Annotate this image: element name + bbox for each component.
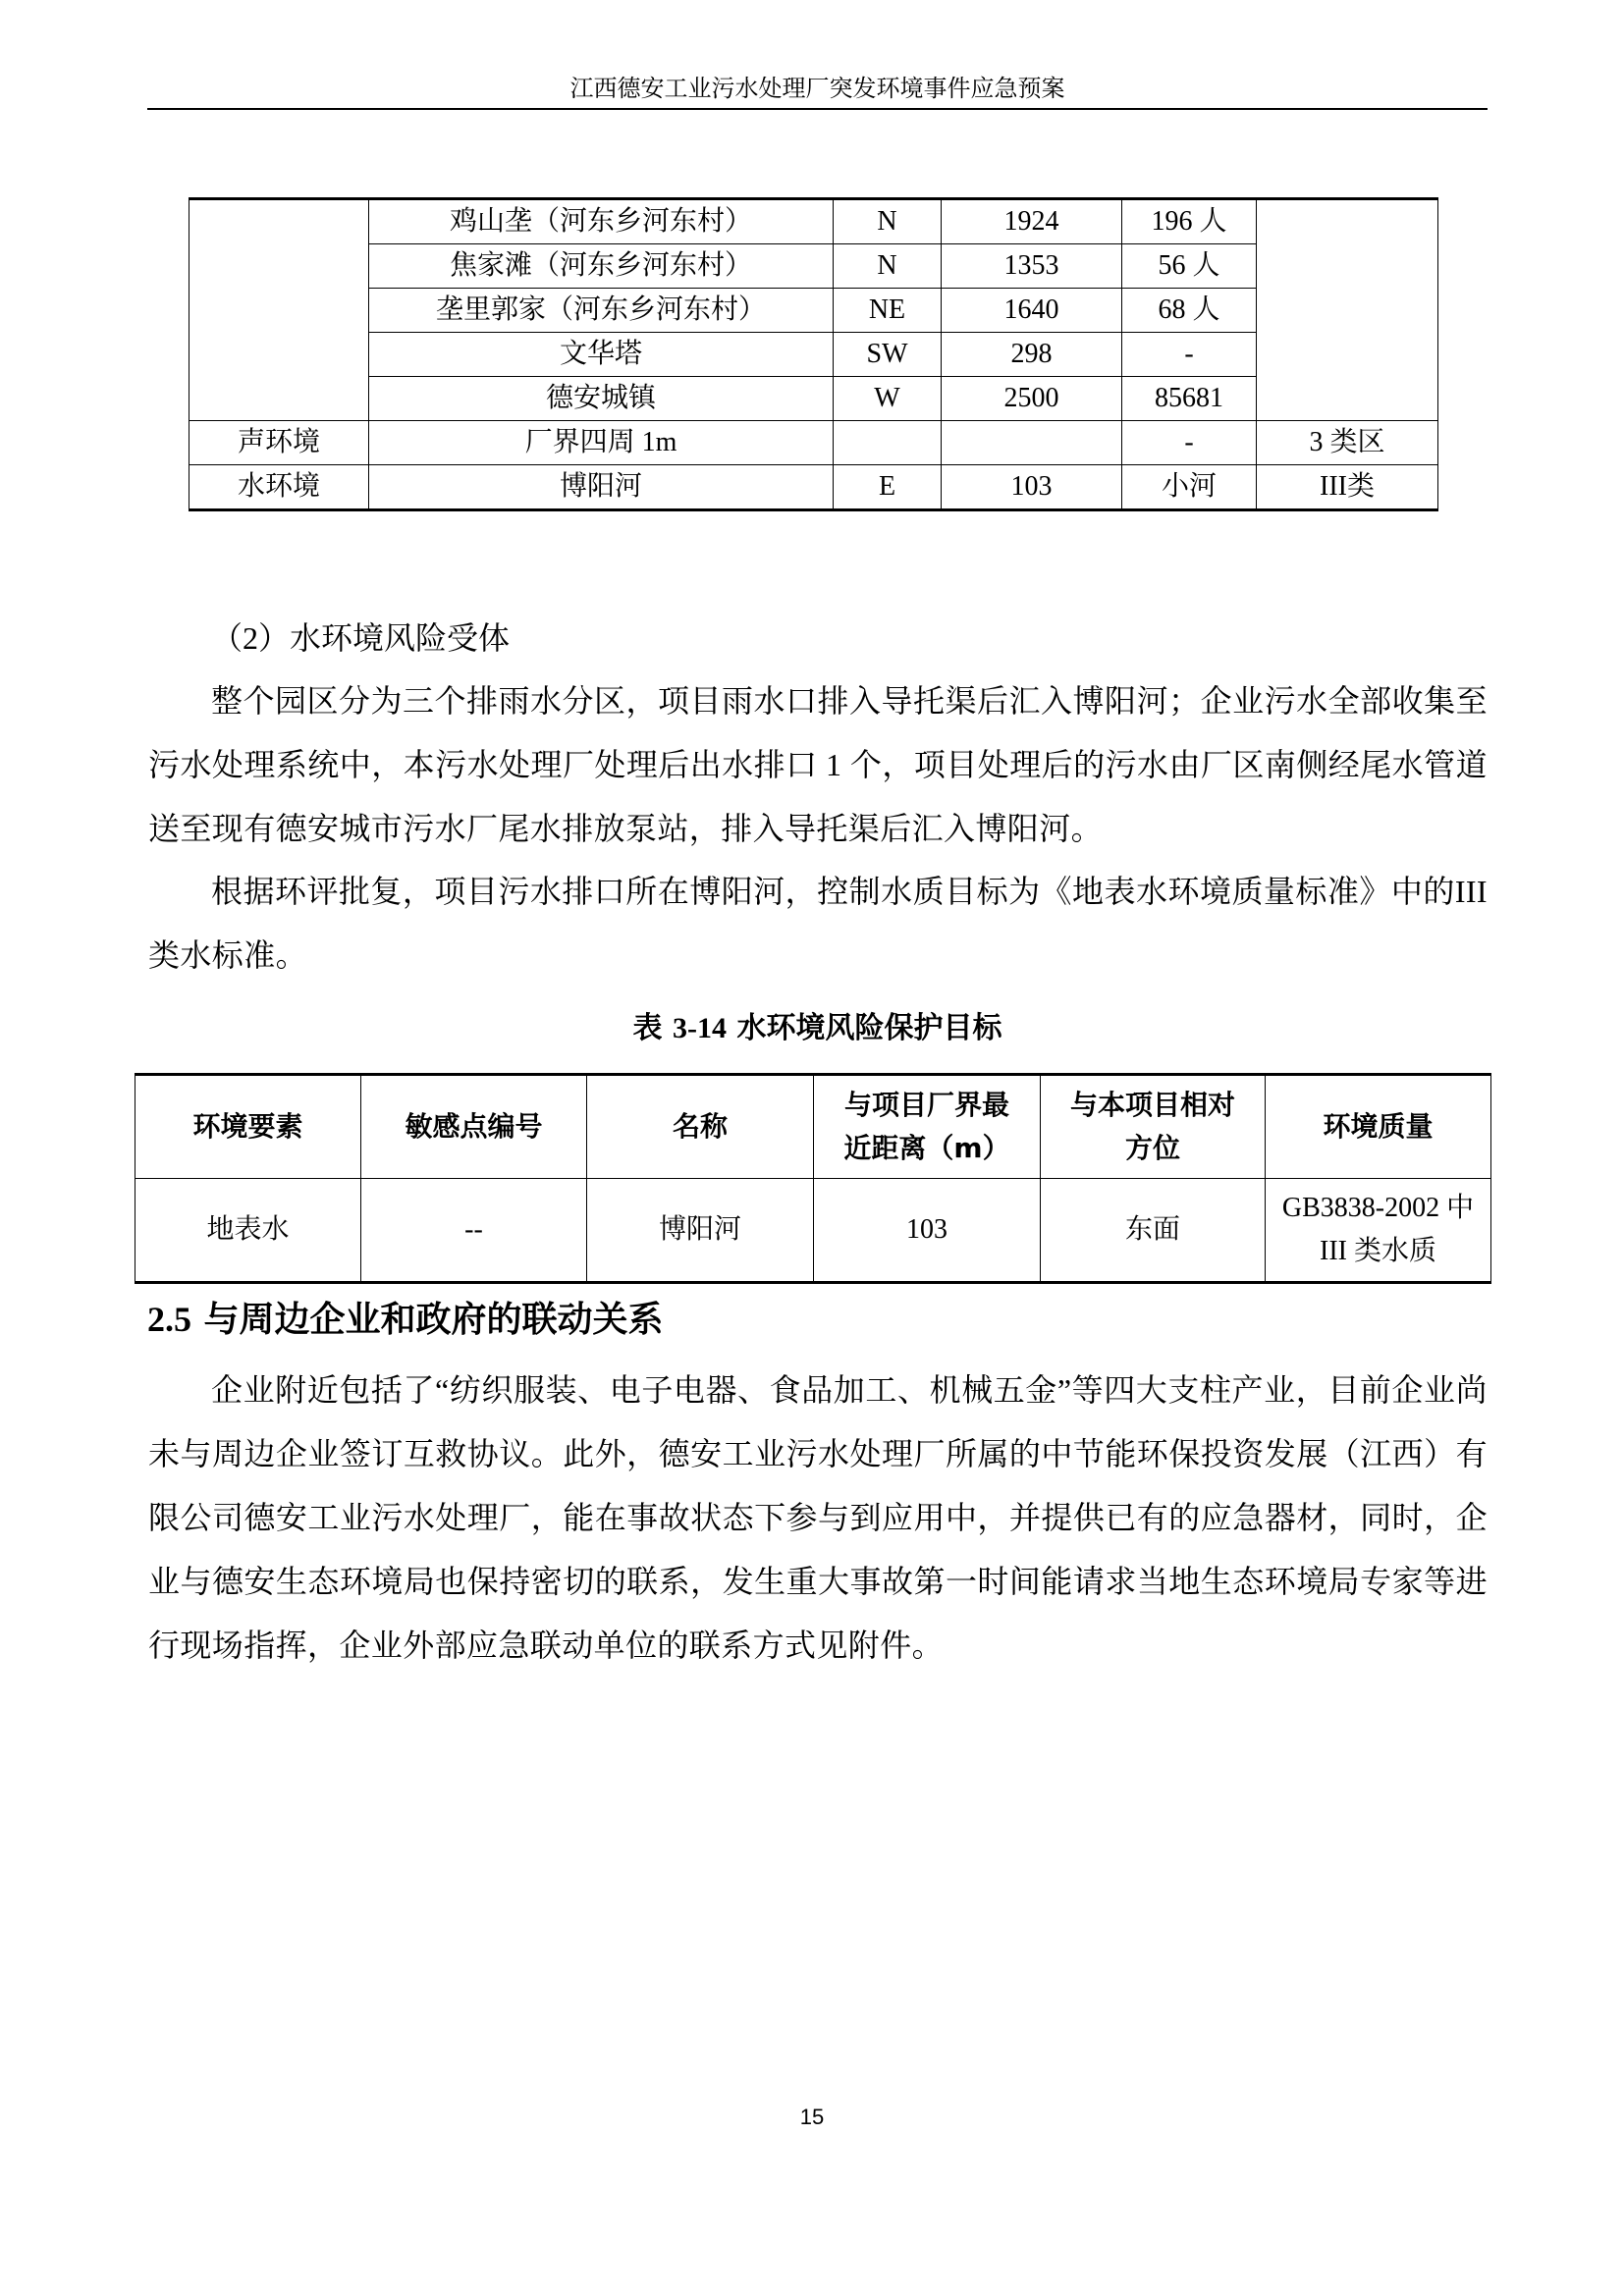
table-row (189, 421, 1438, 465)
name-cell: 博阳河 (369, 465, 834, 510)
quality-line-2: III 类水质 (1320, 1236, 1436, 1266)
name-cell: 焦家滩（河东乡河东村） (369, 244, 834, 289)
page-number: 15 (799, 2105, 825, 2129)
water-protection-table (135, 1073, 1491, 1284)
distance-cell: 1924 (942, 199, 1122, 244)
direction-cell: NE (834, 289, 942, 333)
category-cell: 声环境 (189, 421, 369, 465)
quality-cell (1266, 1179, 1491, 1283)
direction-cell: N (834, 244, 942, 289)
direction-cell (834, 421, 942, 465)
section-heading (147, 1292, 664, 1348)
name-cell: 文华塔 (369, 333, 834, 377)
scale-cell: 68 人 (1122, 289, 1257, 333)
name-cell: 鸡山垄（河东乡河东村） (369, 199, 834, 244)
distance-cell: 103 (942, 465, 1122, 510)
category-cell: 水环境 (189, 465, 369, 510)
name-cell: 垄里郭家（河东乡河东村） (369, 289, 834, 333)
table-row (189, 377, 1438, 421)
direction-cell: 东面 (1041, 1179, 1266, 1283)
running-header: 江西德安工业污水处理厂突发环境事件应急预案 (569, 77, 1065, 102)
header-distance-line-1: 与项目厂界最 (843, 1089, 1009, 1121)
table-header-row (135, 1075, 1491, 1179)
standard-cell: 3 类区 (1257, 421, 1438, 465)
name-cell: 厂界四周 1m (369, 421, 834, 465)
header-distance-line-2: 近距离（m） (843, 1132, 1010, 1164)
section-title: 与周边企业和政府的联动关系 (203, 1300, 664, 1340)
table-row (189, 465, 1438, 510)
category-cell (189, 199, 369, 421)
paragraph-water-standard: 根据环评批复，项目污水排口所在博阳河，控制水质目标为《地表水环境质量标准》中的III类水标准。 (148, 874, 1488, 973)
scale-cell: 56 人 (1122, 244, 1257, 289)
element-cell: 地表水 (135, 1179, 361, 1283)
scale-cell: 小河 (1122, 465, 1257, 510)
header-direction (1041, 1075, 1266, 1179)
standard-cell (1257, 199, 1438, 421)
point-id-cell: -- (361, 1179, 587, 1283)
scale-cell: - (1122, 333, 1257, 377)
direction-cell: W (834, 377, 942, 421)
header-rule (147, 108, 1488, 110)
caption-title: 水环境风险保护目标 (736, 1011, 1002, 1045)
header-direction-line-1: 与本项目相对 (1069, 1089, 1235, 1121)
header-distance (814, 1075, 1041, 1179)
header-name: 名称 (587, 1075, 814, 1179)
header-point-id: 敏感点编号 (361, 1075, 587, 1179)
scale-cell: 85681 (1122, 377, 1257, 421)
direction-cell: SW (834, 333, 942, 377)
header-quality: 环境质量 (1266, 1075, 1491, 1179)
subsection-heading: （2）水环境风险受体 (211, 620, 511, 656)
table-row (189, 289, 1438, 333)
scale-cell: - (1122, 421, 1257, 465)
distance-cell: 1353 (942, 244, 1122, 289)
name-cell: 博阳河 (587, 1179, 814, 1283)
table-row (189, 333, 1438, 377)
paragraph-linkage: 企业附近包括了“纺织服装、电子电器、食品加工、机械五金”等四大支柱产业，目前企业尚未与周边企业签订互救协议。此外，德安工业污水处理厂所属的中节能环保投资发展（江西）有限公司德安工业污水处理厂，能在事故状态下参与到应用中，并提供已有的应急器材，同时，企业与德安生态环境局也保持密切的联系，发生重大事故第一时间能请求当地生态环境局专家等进行现场指挥，企业外部应急联动单位的联系方式见附件。 (148, 1372, 1488, 1663)
caption-number: 3-14 (673, 1012, 727, 1044)
table-row (189, 244, 1438, 289)
distance-cell: 1640 (942, 289, 1122, 333)
scale-cell: 196 人 (1122, 199, 1257, 244)
receptor-table (189, 197, 1438, 511)
name-cell: 德安城镇 (369, 377, 834, 421)
quality-line-1: GB3838-2002 中 (1281, 1193, 1475, 1223)
standard-cell: III类 (1257, 465, 1438, 510)
caption-prefix: 表 (632, 1011, 663, 1045)
direction-cell: N (834, 199, 942, 244)
header-element: 环境要素 (135, 1075, 361, 1179)
distance-cell: 2500 (942, 377, 1122, 421)
table-row (135, 1179, 1491, 1283)
distance-cell: 298 (942, 333, 1122, 377)
distance-cell (942, 421, 1122, 465)
paragraph-water-drainage: 整个园区分为三个排雨水分区，项目雨水口排入导托渠后汇入博阳河；企业污水全部收集至污水处理系统中，本污水处理厂处理后出水排口 1 个，项目处理后的污水由厂区南侧经尾水管道送至现有德安城市污水厂尾水排放泵站，排入导托渠后汇入博阳河。 (148, 683, 1488, 846)
table-caption (147, 1006, 1488, 1051)
table-row (189, 199, 1438, 244)
direction-cell: E (834, 465, 942, 510)
section-number: 2.5 (147, 1300, 191, 1339)
header-direction-line-2: 方位 (1124, 1132, 1180, 1164)
distance-cell: 103 (814, 1179, 1041, 1283)
